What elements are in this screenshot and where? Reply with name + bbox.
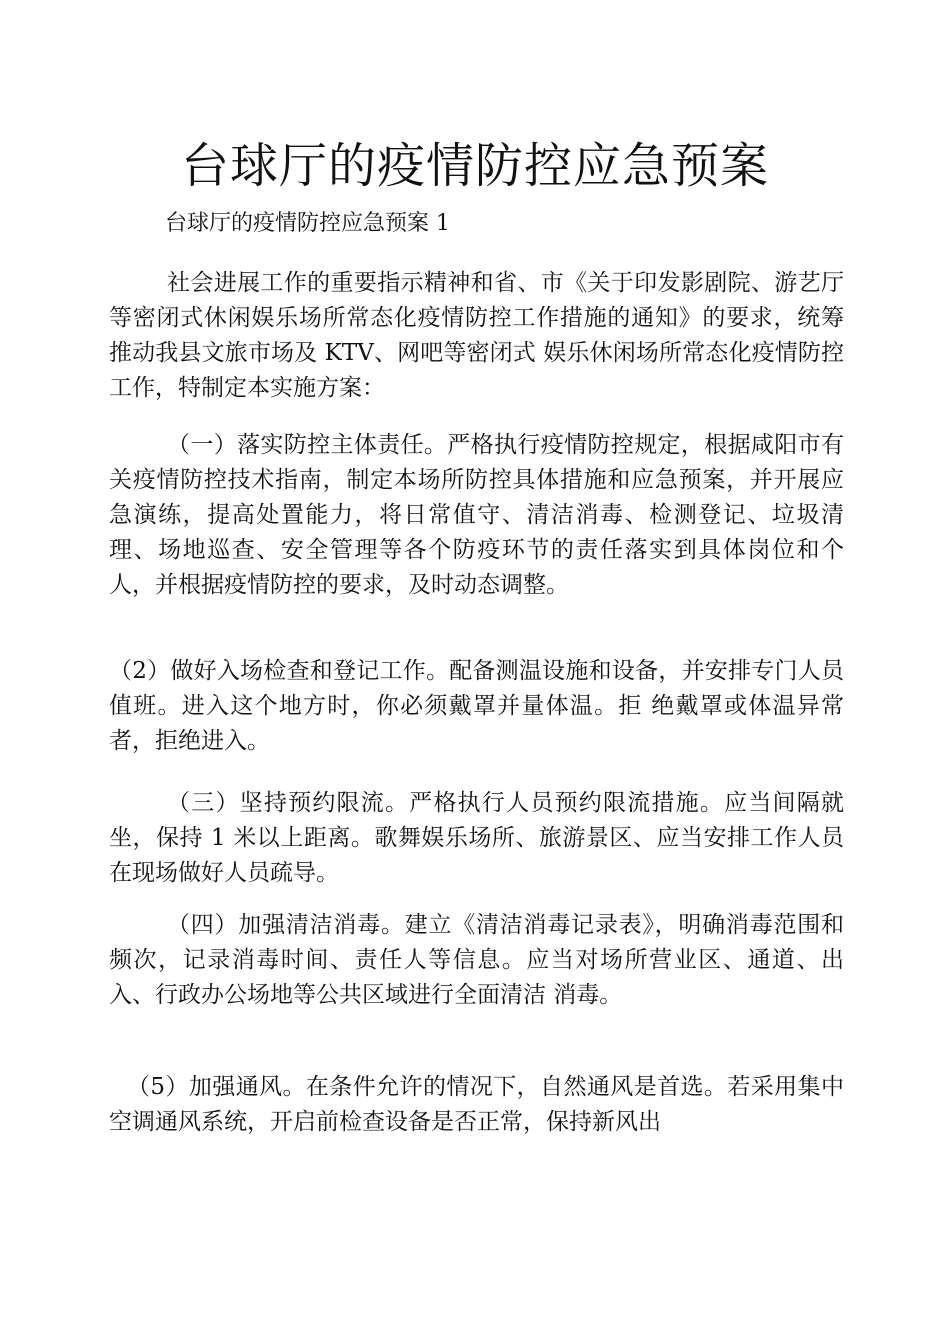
paragraph-item-4: （四）加强清洁消毒。建立《清洁消毒记录表》，明确消毒范围和频次，记录消毒时间、责任人等信息。应当对场所营业区、通道、出入、行政办公场地等公共区域进行全面清洁 消毒。 <box>109 912 844 1008</box>
paragraph-item-2: （2）做好入场检查和登记工作。配备测温设施和设备，并安排专门人员值班。进入这个地方时，你必须戴罩并量体温。拒 绝戴罩或体温异常者，拒绝进入。 <box>109 658 844 754</box>
paragraph-intro: 社会进展工作的重要指示精神和省、市《关于印发影剧院、游艺厅等密闭式休闲娱乐场所常态化疫情防控工作措施的通知》的要求，统筹推动我县文旅市场及 KTV、网吧等密闭式 娱乐休闲场所常态化疫情防控工作，特制定本实施方案： <box>109 270 844 401</box>
document-title: 台球厅的疫情防控应急预案 <box>180 138 769 195</box>
paragraph-item-1: （一）落实防控主体责任。严格执行疫情防控规定，根据咸阳市有关疫情防控技术指南，制定本场所防控具体措施和应急预案，并开展应急演练，提高处置能力，将日常值守、清洁消毒、检测登记、垃圾清理、场地巡查、安全管理等各个防疫环节的责任落实到具体岗位和个人，并根据疫情防控的要求，及时动态调整。 <box>109 432 844 598</box>
paragraph-item-3: （三）坚持预约限流。严格执行人员预约限流措施。应当间隔就坐，保持 1 米以上距离。歌舞娱乐场所、旅游景区、应当安排工作人员在现场做好人员疏导。 <box>109 790 844 886</box>
paragraph-item-5: （5）加强通风。在条件允许的情况下，自然通风是首选。若采用集中空调通风系统，开启前检查设备是否正常，保持新风出 <box>109 1074 844 1135</box>
document-subtitle: 台球厅的疫情防控应急预案 1 <box>165 211 450 236</box>
